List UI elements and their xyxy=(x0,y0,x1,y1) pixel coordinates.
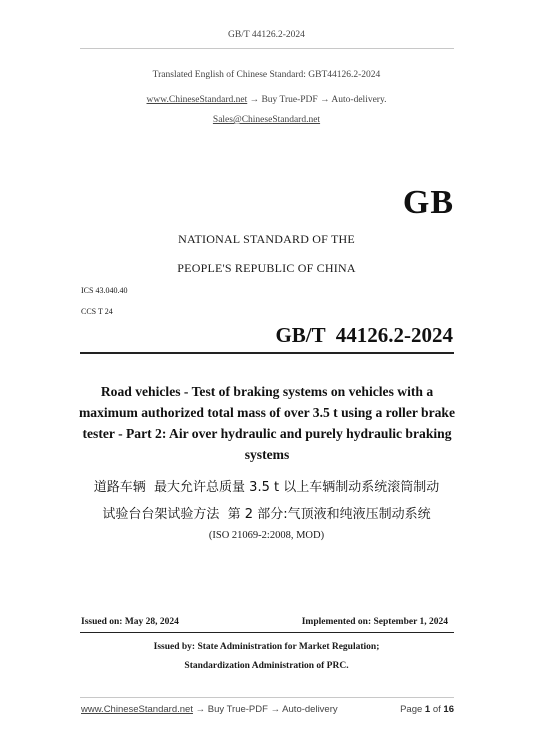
page-header-title: GB/T 44126.2-2024 xyxy=(228,30,305,40)
sales-email-link[interactable]: Sales@ChineseStandard.net xyxy=(212,115,321,125)
chinese-title-line-2: 试验台台架试验方法 第 2 部分:气顶液和纯液压制动系统 xyxy=(102,507,431,522)
sales-email-line xyxy=(0,115,533,125)
ics-code: ICS 43.040.40 xyxy=(81,286,128,295)
issuing-authority-line-1: Issued by: State Administration for Market Regulation; xyxy=(153,642,380,652)
english-title: Road vehicles - Test of braking systems on vehicles with a maximum authorized total mass of over 3.5 t using a roller brake tester - Part 2: Air over hydraulic and purely hydraulic braking systems xyxy=(78,384,456,462)
national-standard-heading-line-1: NATIONAL STANDARD OF THE xyxy=(178,232,355,246)
issued-on-date: Issued on: May 28, 2024 xyxy=(81,617,179,627)
footer-links-text: → Buy True-PDF → Auto-delivery xyxy=(192,704,338,715)
iso-reference: (ISO 21069-2:2008, MOD) xyxy=(208,530,325,541)
ccs-code: CCS T 24 xyxy=(81,307,113,316)
purchase-links-line xyxy=(0,95,533,105)
standard-number-divider xyxy=(80,352,454,354)
footer-links xyxy=(81,704,338,715)
page-indicator xyxy=(400,704,454,715)
header-divider xyxy=(80,48,454,49)
chinese-title-line-1: 道路车辆 最大允许总质量 3.5 t 以上车辆制动系统滚筒制动 xyxy=(93,480,440,495)
issue-dates-divider xyxy=(80,632,454,633)
standard-number: GB/T 44126.2-2024 xyxy=(275,323,453,347)
gb-mark: GB xyxy=(402,184,454,221)
implemented-on-date: Implemented on: September 1, 2024 xyxy=(301,617,448,627)
page-of-label: of xyxy=(430,704,444,715)
footer-chinesestandard-link[interactable]: www.ChineseStandard.net xyxy=(81,704,193,715)
issuing-authority-line-2: Standardization Administration of PRC. xyxy=(184,661,349,671)
page-total-number: 16 xyxy=(443,704,454,715)
purchase-links-text: → Buy True-PDF → Auto-delivery. xyxy=(247,95,387,105)
national-standard-heading-line-2: PEOPLE'S REPUBLIC OF CHINA xyxy=(177,261,356,275)
page-label: Page xyxy=(400,704,425,715)
chinesestandard-link[interactable]: www.ChineseStandard.net xyxy=(146,95,248,105)
page-current-number: 1 xyxy=(424,704,431,715)
translation-notice: Translated English of Chinese Standard: GBT44126.2-2024 xyxy=(152,70,381,80)
footer-divider xyxy=(80,697,454,698)
